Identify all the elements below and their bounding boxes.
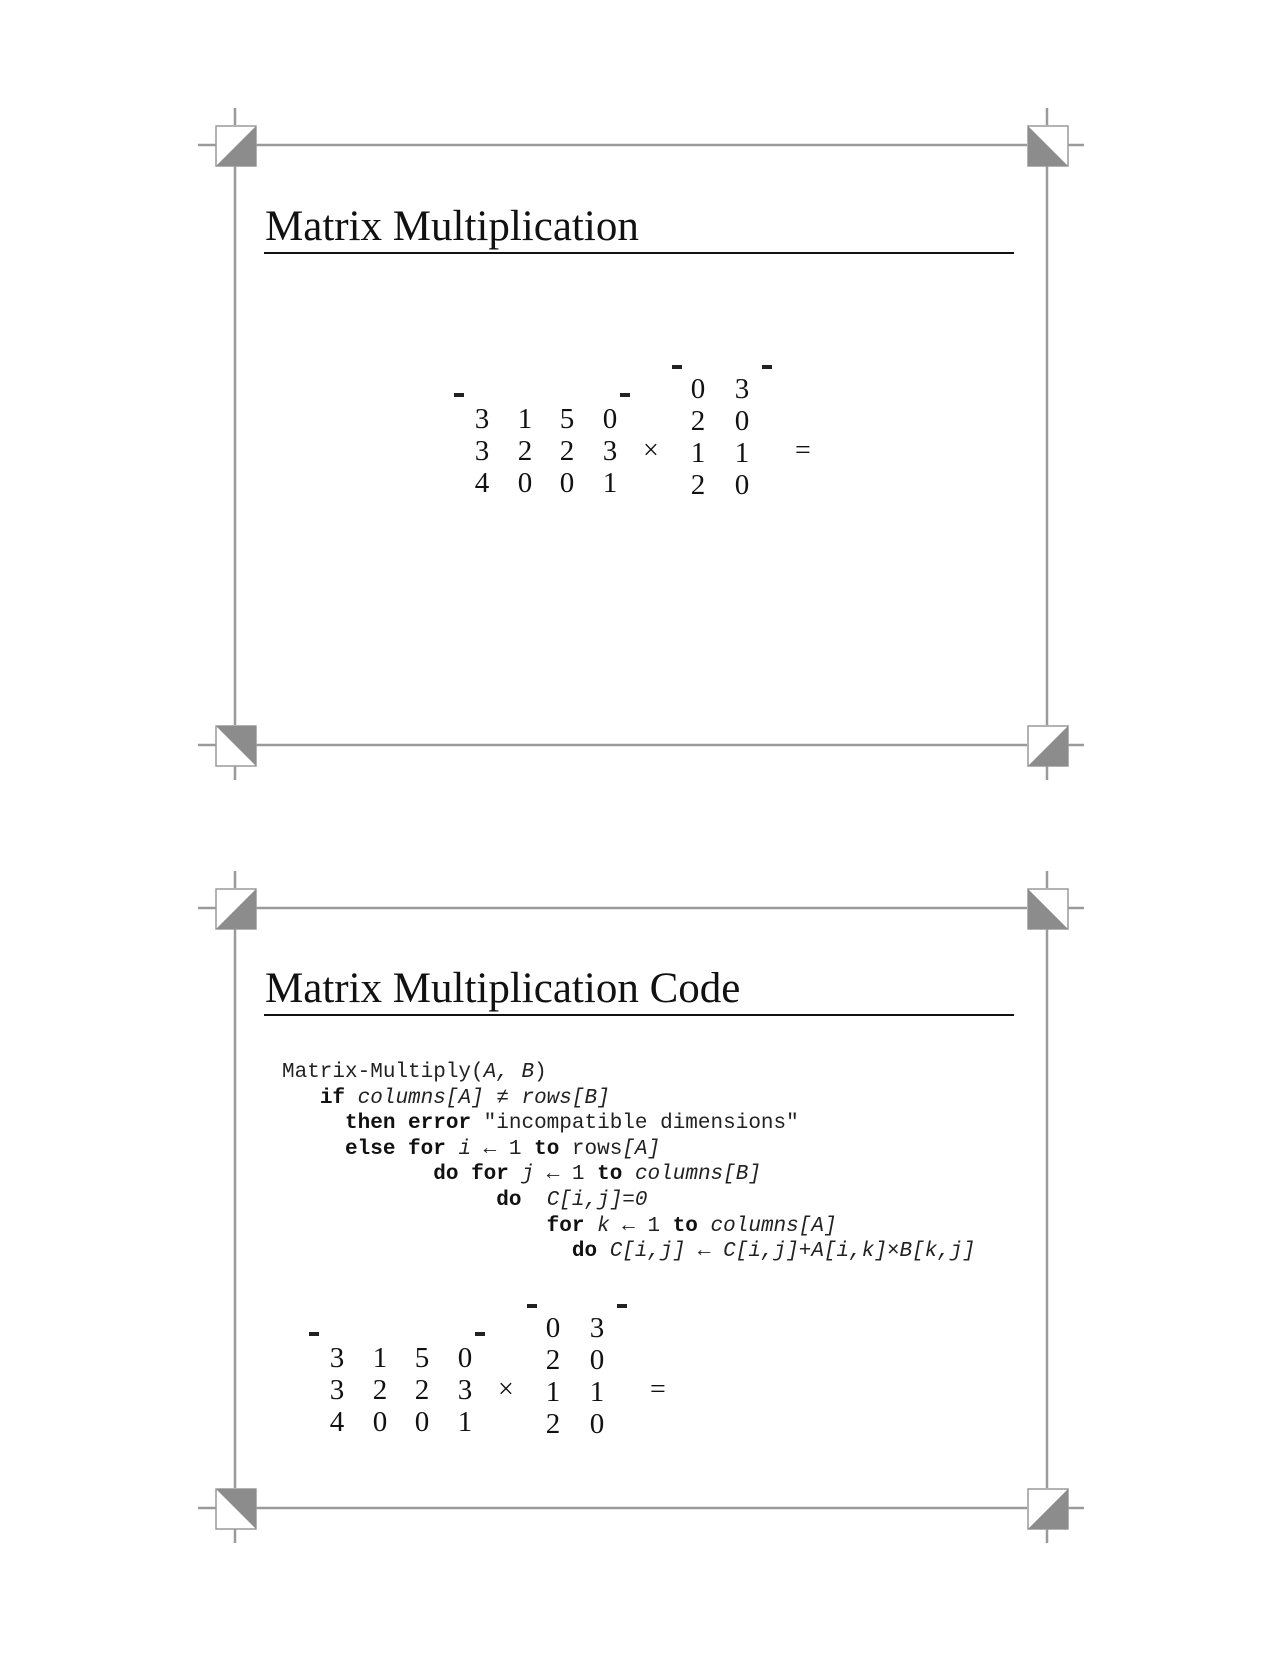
pseudocode-block [282, 1060, 975, 1265]
matrix-cell: 1 [602, 467, 618, 499]
code-token: columns[A] [710, 1214, 837, 1238]
equals-symbol: = [650, 1374, 666, 1405]
matrix-cell: 4 [474, 467, 490, 499]
times-symbol: × [498, 1374, 514, 1405]
code-line [282, 1163, 761, 1186]
code-token: [A] [622, 1137, 661, 1161]
slide-matrix-multiplication [0, 0, 1280, 800]
matrix-cell: 1 [734, 437, 750, 469]
slide-title: Matrix Multiplication [265, 203, 639, 250]
matrix-cell: 2 [517, 435, 533, 467]
matrix-cell: 0 [545, 1312, 561, 1344]
code-line [282, 1240, 975, 1263]
code-line [282, 1189, 648, 1212]
code-token: C[i,j]+A[i,k]×B[k,j] [723, 1240, 976, 1264]
matrix-cell: 0 [602, 403, 618, 435]
matrix-cell: 3 [329, 1374, 345, 1406]
matrix-b [527, 1304, 627, 1446]
matrix-cell: 1 [589, 1376, 605, 1408]
code-keyword: to [534, 1137, 560, 1161]
matrix-cell: 1 [457, 1406, 473, 1438]
code-keyword: else [345, 1137, 396, 1161]
matrix-cell: 0 [559, 467, 575, 499]
code-line [282, 1112, 799, 1135]
matrix-cell: 2 [690, 469, 706, 501]
matrix-cell: 1 [372, 1342, 388, 1374]
code-keyword: to [597, 1163, 623, 1187]
code-keyword: to [672, 1214, 698, 1238]
code-token: k [597, 1214, 610, 1238]
code-token: columns[A] ≠ rows[B] [357, 1086, 610, 1110]
code-token: columns[B] [634, 1163, 761, 1187]
matrix-cell: 3 [734, 373, 750, 405]
matrix-cell: 0 [734, 405, 750, 437]
matrix-cell: 0 [457, 1342, 473, 1374]
matrix-cell: 0 [517, 467, 533, 499]
matrix-cell: 2 [372, 1374, 388, 1406]
code-line [282, 1138, 660, 1161]
matrix-cell: 5 [414, 1342, 430, 1374]
slide-frame [0, 0, 1280, 800]
title-rule [264, 1014, 1014, 1016]
matrix-cell: 2 [414, 1374, 430, 1406]
code-token: Matrix-Multiply( [282, 1061, 484, 1084]
matrix-cell: 3 [602, 435, 618, 467]
matrix-cell: 0 [690, 373, 706, 405]
matrix-cell: 2 [545, 1344, 561, 1376]
code-keyword: do [433, 1163, 459, 1187]
matrix-cell: 2 [545, 1408, 561, 1440]
matrix-cell: 2 [690, 405, 706, 437]
code-keyword: do [496, 1188, 522, 1212]
code-keyword: if [319, 1086, 346, 1110]
code-keyword: do [571, 1240, 598, 1264]
code-token: C[i,j]=0 [546, 1188, 648, 1212]
matrix-cell: 3 [589, 1312, 605, 1344]
matrix-cell: 4 [329, 1406, 345, 1438]
matrix-cell: 0 [414, 1406, 430, 1438]
slide-title: Matrix Multiplication Code [265, 965, 741, 1012]
code-token: ← [685, 1240, 724, 1264]
code-token: ← 1 [609, 1214, 673, 1238]
matrix-cell: 0 [372, 1406, 388, 1438]
matrix-cell: 0 [589, 1344, 605, 1376]
matrix-cell: 1 [517, 403, 533, 435]
matrix-cell: 5 [559, 403, 575, 435]
matrix-cell: 2 [559, 435, 575, 467]
matrix-cell: 0 [734, 469, 750, 501]
code-token: rows [559, 1137, 623, 1161]
matrix-cell: 3 [474, 403, 490, 435]
matrix-cell: 0 [589, 1408, 605, 1440]
code-token: ← 1 [471, 1137, 535, 1161]
code-line [282, 1087, 610, 1110]
code-keyword: then [345, 1112, 396, 1136]
code-token: ← 1 [534, 1163, 598, 1187]
code-keyword: for [408, 1137, 446, 1161]
code-keyword: error [408, 1112, 472, 1136]
code-token: "incompatible dimensions" [483, 1112, 799, 1136]
matrix-a [454, 393, 630, 509]
code-line [282, 1215, 837, 1238]
code-token: i [458, 1137, 472, 1161]
matrix-cell: 1 [545, 1376, 561, 1408]
equals-symbol: = [795, 435, 811, 466]
code-token: A, B [483, 1061, 535, 1084]
code-line [282, 1061, 547, 1084]
slide-matrix-multiplication-code [0, 760, 1280, 1600]
code-token: j [521, 1163, 535, 1187]
matrix-cell: 3 [474, 435, 490, 467]
code-keyword: for [546, 1214, 585, 1238]
code-token: ) [534, 1061, 547, 1084]
title-rule [264, 252, 1014, 254]
matrix-a [309, 1332, 485, 1448]
matrix-b [672, 365, 772, 507]
matrix-cell: 1 [690, 437, 706, 469]
matrix-cell: 3 [329, 1342, 345, 1374]
code-token: C[i,j] [609, 1240, 686, 1264]
code-keyword: for [471, 1163, 509, 1187]
matrix-cell: 3 [457, 1374, 473, 1406]
times-symbol: × [643, 435, 659, 466]
